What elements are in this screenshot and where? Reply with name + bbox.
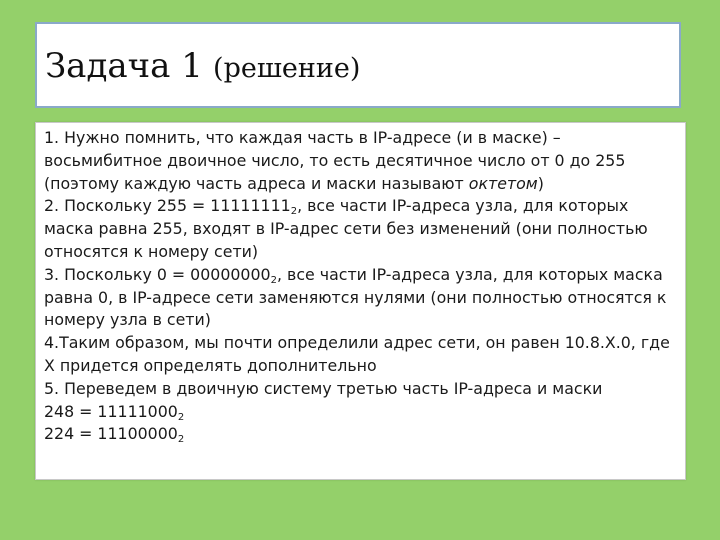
point-2-before: 2. Поскольку 255 = 11111111: [44, 196, 291, 216]
binary-248: [44, 401, 678, 424]
title-box: [35, 22, 681, 108]
content-box: [35, 122, 686, 480]
point-1-text: 1. Нужно помнить, что каждая часть в IP-адресе (и в маске) – восьмибитное двоичное число, то есть десятичное число от 0 до 255 (поэтому каждую часть адреса и маски называют: [44, 128, 626, 193]
point-2-after: , все части IP-адреса узла, для которых маска равна 255, входят в IP-адрес сети без изменений (они полностью относятся к номеру сети): [44, 196, 648, 261]
point-1-end: ): [537, 173, 544, 193]
binary-224: [44, 423, 678, 446]
point-4: 4.Таким образом, мы почти определили адрес сети, он равен 10.8.X.0, где X придется определять дополнительно: [44, 333, 670, 375]
binary-248-subscript: 2: [177, 411, 185, 423]
point-3-after: , все части IP-адреса узла, для которых маска равна 0, в IP-адресе сети заменяются нулями (они полностью относятся к номеру узла в сети): [44, 264, 667, 330]
binary-248-value: 248 = 11111000: [44, 401, 178, 421]
point-2: [44, 195, 678, 263]
binary-224-subscript: 2: [177, 434, 185, 446]
slide-title-main: Задача 1: [45, 46, 203, 86]
point-3: [44, 264, 678, 332]
point-3-before: 3. Поскольку 0 = 00000000: [44, 264, 271, 284]
point-5: 5. Переведем в двоичную систему третью часть IP-адреса и маски: [44, 378, 603, 398]
point-1: [44, 127, 678, 195]
point-1-emphasis: октетом: [468, 173, 538, 193]
slide-title: [45, 46, 360, 86]
point-3-subscript: 2: [270, 274, 277, 286]
solution-text: [44, 127, 678, 446]
slide-title-sub: (решение): [213, 53, 361, 84]
binary-224-value: 224 = 11100000: [44, 424, 178, 444]
point-2-subscript: 2: [290, 206, 298, 218]
